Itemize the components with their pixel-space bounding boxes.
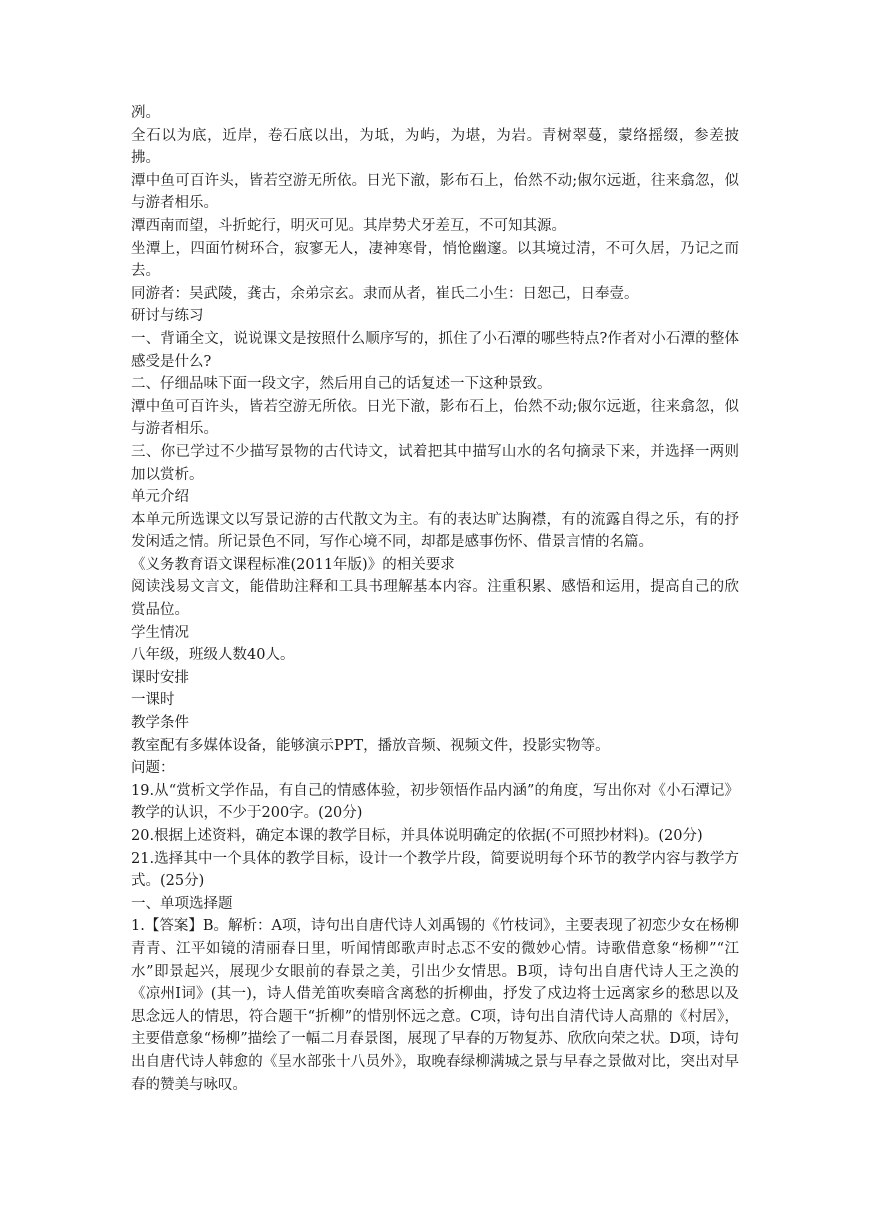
section-heading: 学生情况	[131, 624, 189, 641]
question-item: 20.根据上述资料，确定本课的教学目标，并具体说明确定的依据(不可照抄材料)。(20分)	[131, 828, 703, 844]
text-paragraph: 一课时	[131, 692, 175, 709]
text-line: 冽。	[131, 105, 160, 121]
text-paragraph: 同游者：吴武陵，龚古，余弟宗玄。隶而从者，崔氏二小生：日恕己，日奉壹。	[131, 285, 639, 302]
text-paragraph: 阅读浅易文言文，能借助注释和工具书理解基本内容。注重积累、感悟和运用，提高自己的欣赏品位。	[131, 579, 739, 619]
section-heading: 问题：	[131, 760, 175, 777]
document-body	[131, 102, 739, 1096]
section-heading: 研讨与练习	[131, 308, 204, 325]
question-item: 19.从“赏析文学作品，有自己的情感体验，初步领悟作品内涵”的角度，写出你对《小石潭记》教学的认识，不少于200字。(20分)	[131, 782, 739, 822]
exercise-item: 二、仔细品味下面一段文字，然后用自己的话复述一下这种景致。	[131, 376, 552, 393]
text-paragraph: 潭中鱼可百许头，皆若空游无所依。日光下澈，影布石上，佁然不动;俶尔远逝，往来翕忽，似与游者相乐。	[131, 398, 739, 438]
text-paragraph: 坐潭上，四面竹树环合，寂寥无人，凄神寒骨，悄怆幽邃。以其境过清，不可久居，乃记之而去。	[131, 240, 739, 280]
text-paragraph: 八年级，班级人数40人。	[131, 647, 295, 664]
section-heading: 课时安排	[131, 669, 189, 686]
question-item: 21.选择其中一个具体的教学目标，设计一个教学片段，简要说明每个环节的教学内容与教学方式。(25分)	[131, 850, 739, 890]
exercise-item: 一、背诵全文，说说课文是按照什么顺序写的，抓住了小石潭的哪些特点?作者对小石潭的整体感受是什么?	[131, 330, 739, 370]
text-paragraph: 潭西南而望，斗折蛇行，明灭可见。其岸势犬牙差互，不可知其源。	[131, 217, 566, 234]
exercise-item: 三、你已学过不少描写景物的古代诗文，试着把其中描写山水的名句摘录下来，并选择一两则加以赏析。	[131, 443, 739, 483]
answer-paragraph: 1.【答案】B。解析：A项，诗句出自唐代诗人刘禹锡的《竹枝词》，主要表现了初恋少女在杨柳青青、江平如镜的清丽春日里，听闻情郎歌声时忐忑不安的微妙心情。诗歌借意象“杨柳”“江水”即景起兴，展现少女眼前的春景之美，引出少女情思。B项，诗句出自唐代诗人王之涣的《凉州I词》(其一)，诗人借羌笛吹奏暗含离愁的折柳曲，抒发了戍边将士远离家乡的愁思以及思念远人的情思，符合题干“折柳”的惜别怀远之意。C项，诗句出自清代诗人高鼎的《村居》，主要借意象“杨柳”描绘了一幅二月春景图，展现了早春的万物复苏、欣欣向荣之状。D项，诗句出自唐代诗人韩愈的《呈水部张十八员外》，取晚春绿柳满城之景与早春之景做对比，突出对早春的赞美与咏叹。	[131, 918, 739, 1093]
text-paragraph: 潭中鱼可百许头，皆若空游无所依。日光下澈，影布石上，佁然不动;俶尔远逝，往来翕忽，似与游者相乐。	[131, 172, 739, 212]
section-heading: 教学条件	[131, 715, 189, 732]
text-paragraph: 全石以为底，近岸，卷石底以出，为坻，为屿，为堪，为岩。青树翠蔓，蒙络摇缀，参差披拂。	[131, 127, 739, 167]
section-heading: 《义务教育语文课程标准(2011年版)》的相关要求	[131, 556, 455, 573]
text-paragraph: 本单元所选课文以写景记游的古代散文为主。有的表达旷达胸襟，有的流露自得之乐，有的抒发闲适之情。所记景色不同，写作心境不同，却都是感事伤怀、借景言情的名篇。	[131, 511, 739, 551]
section-heading: 单元介绍	[131, 489, 189, 506]
text-paragraph: 教室配有多媒体设备，能够演示PPT，播放音频、视频文件，投影实物等。	[131, 737, 610, 754]
section-heading: 一、单项选择题	[131, 895, 233, 912]
